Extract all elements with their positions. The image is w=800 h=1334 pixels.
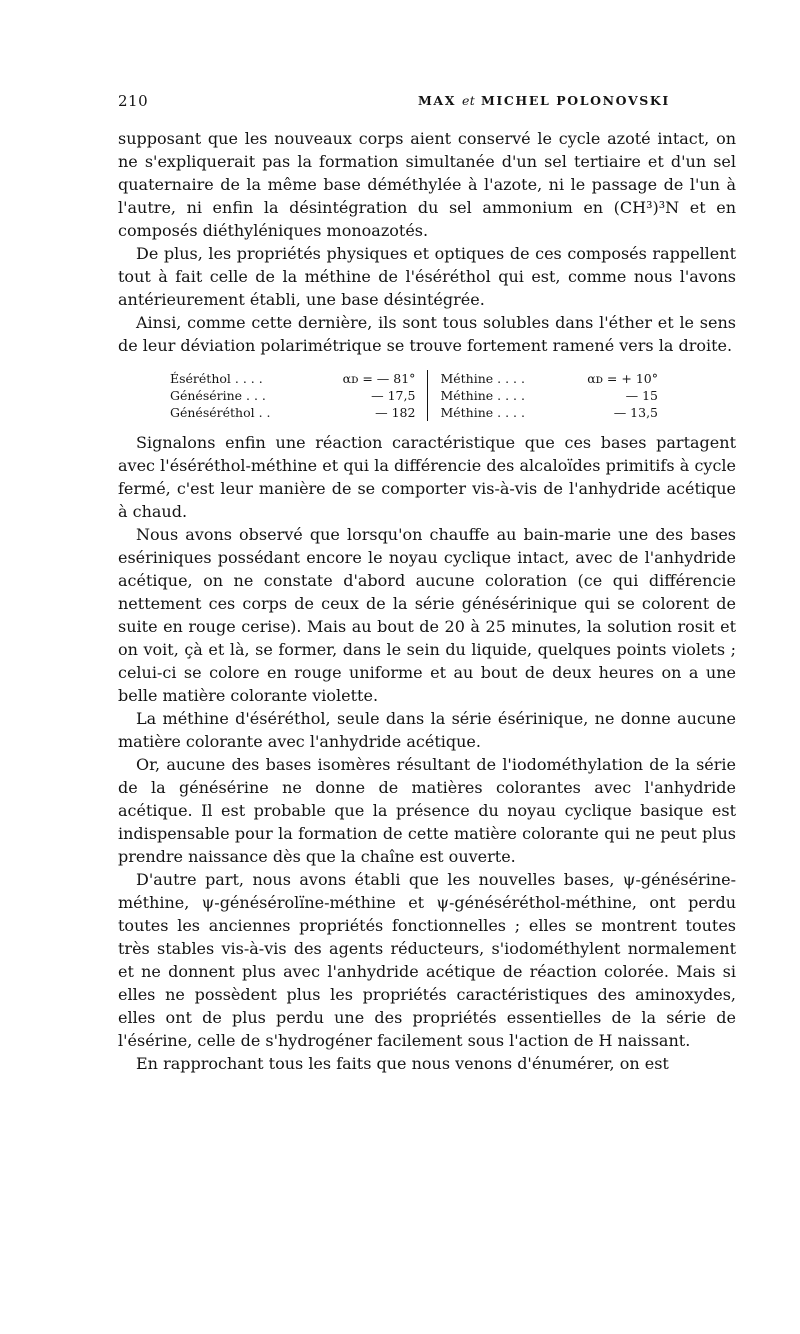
- compound-name: Généséréthol . .: [170, 405, 271, 420]
- rotation-value: — 182: [375, 405, 416, 420]
- methine-name: Méthine . . . .: [428, 387, 558, 404]
- paragraph: Ainsi, comme cette dernière, ils sont tous solubles dans l'éther et le sens de leur déviation polarimétrique se trouve fortement ramené vers la droite.: [118, 313, 736, 355]
- running-title-first-author: MAX: [418, 93, 457, 108]
- rotation-value: — 17,5: [371, 388, 416, 403]
- table-row: [170, 370, 658, 387]
- paragraph: En rapprochant tous les faits que nous venons d'énumérer, on est: [136, 1054, 669, 1073]
- methine-name: Méthine . . . .: [428, 404, 558, 421]
- paragraph: De plus, les propriétés physiques et optiques de ces composés rappellent tout à fait celle de la méthine de l'éséréthol qui est, comme nous l'avons antérieurement établi, une base désintégrée.: [118, 244, 736, 309]
- paragraph: supposant que les nouveaux corps aient conservé le cycle azoté intact, on ne s'expliquerait pas la formation simultanée d'un sel tertiaire et d'un sel quaternaire de la même base déméthylée à l'azote, ni le passage de l'un à l'autre, ni enfin la désintégration du sel ammonium en (CH³)³N et en composés diéthyléniques monoazotés.: [118, 129, 736, 240]
- compound-name: Éséréthol . . . .: [170, 371, 263, 386]
- paragraph: Signalons enfin une réaction caractéristique que ces bases partagent avec l'éséréthol-méthine et qui la différencie des alcaloïdes primitifs à cycle fermé, c'est leur manière de se comporter vis-à-vis de l'anhydride acétique à chaud.: [118, 433, 736, 521]
- methine-rotation-value: αᴅ = + 10°: [587, 371, 658, 386]
- page-header: [118, 92, 736, 114]
- paragraph: D'autre part, nous avons établi que les nouvelles bases, ψ-génésérine-méthine, ψ-génésérolïne-méthine et ψ-généséréthol-méthine, ont perdu toutes les anciennes propriétés fonctionnelles ; elles se montrent toutes très stables vis-à-vis des agents réducteurs, s'iodométhylent normalement et ne donnent plus avec l'anhydride acétique de réaction colorée. Mais si elles ne possèdent plus les propriétés caractéristiques des aminoxydes, elles ont de plus perdu une des propriétés essentielles de la série de l'ésérine, celle de s'hydrogéner facilement sous l'action de H naissant.: [118, 870, 736, 1050]
- table-row: [170, 387, 658, 404]
- rotation-table: [170, 370, 658, 421]
- table-row: [170, 404, 658, 421]
- paragraph: Nous avons observé que lorsqu'on chauffe au bain-marie une des bases esériniques possédant encore le noyau cyclique intact, avec de l'anhydride acétique, on ne constate d'abord aucune coloration (ce qui différencie nettement ces corps de ceux de la série génésérinique qui se colorent de suite en rouge cerise). Mais au bout de 20 à 25 minutes, la solution rosit et on voit, çà et là, se former, dans le sein du liquide, quelques points violets ; celui-ci se colore en rouge uniforme et au bout de deux heures on a une belle matière colorante violette.: [118, 525, 736, 705]
- compound-name: Génésérine . . .: [170, 388, 266, 403]
- methine-rotation-value: — 13,5: [613, 405, 658, 420]
- running-title: [418, 93, 670, 108]
- rotation-value: αᴅ = — 81°: [342, 371, 416, 386]
- page-number: 210: [118, 92, 149, 110]
- paragraph: Or, aucune des bases isomères résultant de l'iodométhylation de la série de la génésérine ne donne de matières colorantes avec l'anhydride acétique. Il est probable que la présence du noyau cyclique basique est indispensable pour la formation de cette matière colorante qui ne peut plus prendre naissance dès que la chaîne est ouverte.: [118, 755, 736, 866]
- running-title-second-author: MICHEL POLONOVSKI: [480, 93, 670, 108]
- methine-rotation-value: — 15: [625, 388, 658, 403]
- running-title-conjunction: et: [462, 93, 476, 108]
- body-text: [118, 127, 736, 1075]
- paragraph: La méthine d'éséréthol, seule dans la série ésérinique, ne donne aucune matière colorante avec l'anhydride acétique.: [118, 709, 736, 751]
- methine-name: Méthine . . . .: [428, 370, 558, 387]
